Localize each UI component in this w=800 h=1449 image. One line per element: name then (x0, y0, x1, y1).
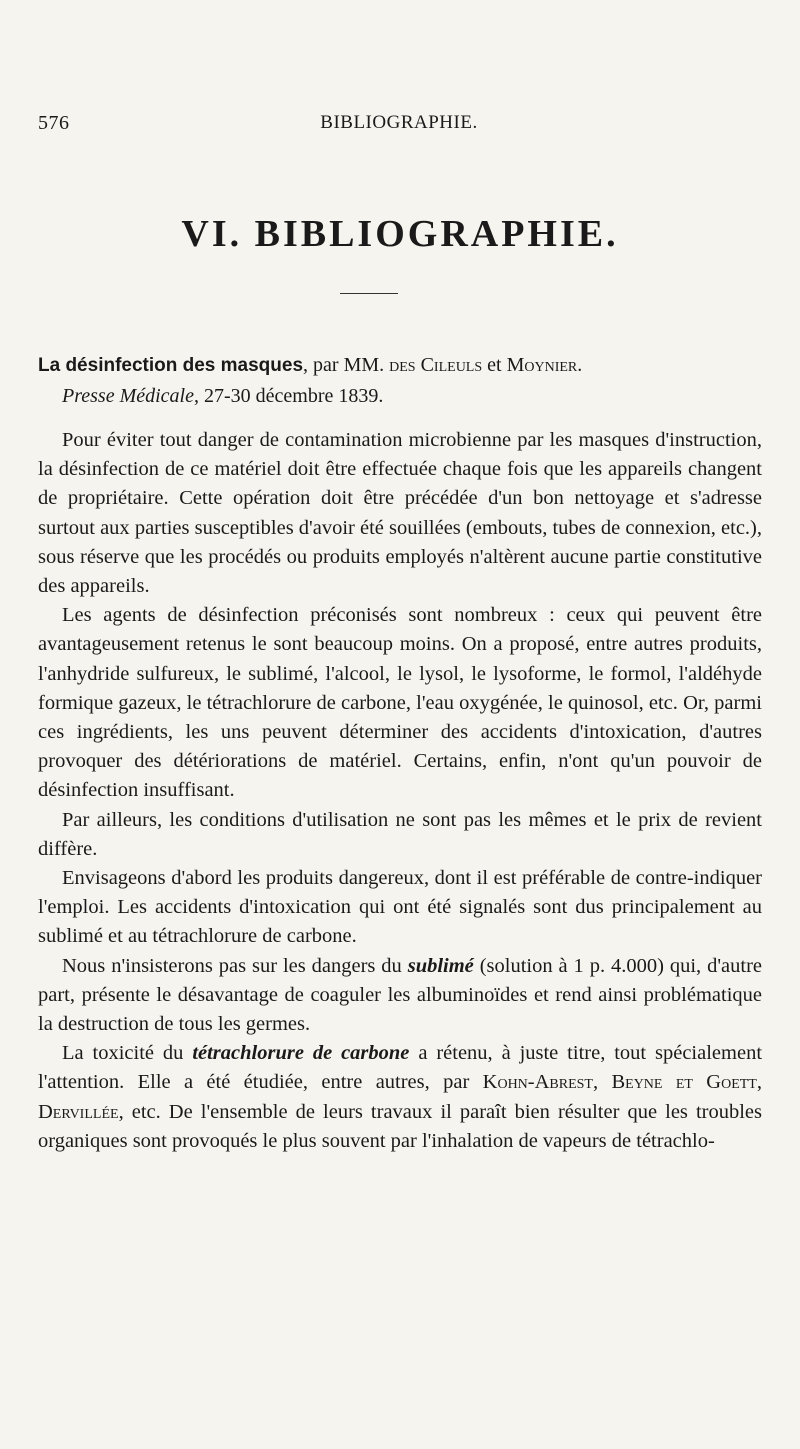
entry-source (38, 381, 764, 411)
paragraph: Envisageons d'abord les produits dangereux, dont il est préférable de contre-indiquer l'emploi. Les accidents d'intoxication qui ont été signalés sont dus principalement au sublimé et au tétrachlorure de carbone. (38, 867, 762, 948)
paragraph-text: Nous n'insisterons pas sur les dangers du (62, 954, 408, 977)
entry-journal: Presse Médicale (62, 385, 194, 407)
paragraph: Les agents de désinfection préconisés sont nombreux : ceux qui peuvent être avantageusement retenus le sont beaucoup moins. On a proposé, entre autres produits, l'anhydride sulfureux, le sublimé, l'alcool, le lysol, le lysoforme, le formol, l'aldéhyde formique gazeux, le tétrachlorure de carbone, l'eau oxygénée, le quinosol, etc. Or, parmi ces ingrédients, les uns peuvent déterminer des accidents d'intoxication, d'autres provoquer des détériorations de matériel. Certains, enfin, n'ont qu'un pouvoir de désinfection insuffisant. (38, 604, 762, 802)
page-header (38, 112, 760, 140)
paragraph: Pour éviter tout danger de contamination microbienne par les masques d'instruction, la désinfection de ce matériel doit être effectuée chaque fois que les appareils changent de propriétaire. Cette opération doit être précédée d'un bon nettoyage et s'adresse surtout aux parties susceptibles d'avoir été souillées (embouts, tubes de connexion, etc.), sous réserve que les procédés ou produits employés n'altèrent aucune partie constitutive des appareils. (38, 429, 762, 598)
paragraph (38, 952, 762, 1040)
emphasis-term: sublimé (407, 954, 474, 977)
bibliography-entry (38, 350, 764, 411)
section-title: VI. BIBLIOGRAPHIE. (181, 213, 619, 255)
entry-author-2: Moynier. (506, 354, 583, 376)
entry-and: et (482, 354, 507, 376)
body-text (38, 426, 762, 1156)
paragraph-text: a rétenu, à juste titre, tout spécialement l'attention. Elle a été étudiée, entre autres, par (38, 1042, 763, 1094)
entry-author-1: des Cileuls (389, 354, 483, 376)
running-head: BIBLIOGRAPHIE. (320, 112, 478, 133)
author-names: Kohn-Abrest, Beyne et Goett, Dervillée (38, 1071, 762, 1123)
paragraph-text: La toxicité du (62, 1042, 193, 1065)
paragraph: Par ailleurs, les conditions d'utilisation ne sont pas les mêmes et le prix de revient diffère. (38, 808, 762, 860)
paragraph-text: , etc. De l'ensemble de leurs travaux il paraît bien résulter que les troubles organiques sont provoqués le plus souvent par l'inhalation de vapeurs de tétrachlo- (38, 1100, 762, 1152)
title-rule (340, 293, 398, 294)
paragraph (38, 1039, 762, 1156)
paragraph-text: (solution à 1 p. 4.000) qui, d'autre part, présente le désavantage de coaguler les albuminoïdes et rend ainsi problématique la destruction de tous les germes. (38, 954, 762, 1036)
entry-date: , 27-30 décembre 1839. (193, 385, 384, 407)
emphasis-term: tétrachlorure de carbone (192, 1042, 410, 1065)
entry-by: , par MM. (303, 354, 390, 376)
entry-title: La désinfection des masques (38, 355, 304, 376)
page-number: 576 (38, 112, 70, 134)
